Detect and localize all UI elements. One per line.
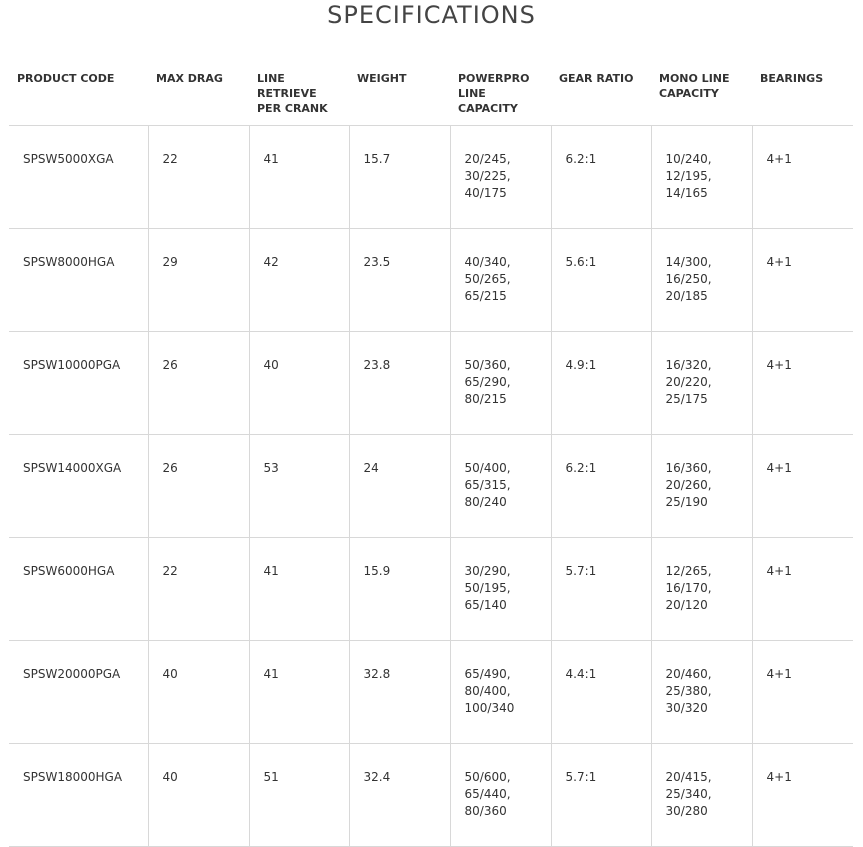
cell-mono-capacity: 14/300, 16/250, 20/185 bbox=[651, 229, 752, 332]
table-row bbox=[9, 538, 853, 641]
table-header-row bbox=[9, 62, 853, 126]
cell-gear-ratio: 5.6:1 bbox=[551, 229, 651, 332]
table-row bbox=[9, 332, 853, 435]
cell-product-code: SPSW8000HGA bbox=[9, 229, 148, 332]
column-header-weight: WEIGHT bbox=[349, 62, 450, 126]
table-row bbox=[9, 126, 853, 229]
cell-bearings: 4+1 bbox=[752, 435, 853, 538]
cell-bearings: 4+1 bbox=[752, 332, 853, 435]
column-header-line-retrieve: LINE RETRIEVE PER CRANK bbox=[249, 62, 349, 126]
column-header-bearings: BEARINGS bbox=[752, 62, 853, 126]
cell-gear-ratio: 5.7:1 bbox=[551, 538, 651, 641]
cell-weight: 32.4 bbox=[349, 744, 450, 847]
cell-bearings: 4+1 bbox=[752, 538, 853, 641]
cell-product-code: SPSW5000XGA bbox=[9, 126, 148, 229]
specifications-table bbox=[9, 62, 853, 847]
cell-weight: 24 bbox=[349, 435, 450, 538]
cell-mono-capacity: 16/360, 20/260, 25/190 bbox=[651, 435, 752, 538]
cell-powerpro-capacity: 40/340, 50/265, 65/215 bbox=[450, 229, 551, 332]
cell-gear-ratio: 4.9:1 bbox=[551, 332, 651, 435]
cell-max-drag: 40 bbox=[148, 641, 249, 744]
cell-max-drag: 29 bbox=[148, 229, 249, 332]
cell-product-code: SPSW10000PGA bbox=[9, 332, 148, 435]
cell-line-retrieve: 51 bbox=[249, 744, 349, 847]
cell-max-drag: 26 bbox=[148, 332, 249, 435]
column-header-product-code: PRODUCT CODE bbox=[9, 62, 148, 126]
table-row bbox=[9, 641, 853, 744]
cell-line-retrieve: 41 bbox=[249, 126, 349, 229]
cell-mono-capacity: 20/415, 25/340, 30/280 bbox=[651, 744, 752, 847]
cell-weight: 15.9 bbox=[349, 538, 450, 641]
cell-bearings: 4+1 bbox=[752, 126, 853, 229]
cell-mono-capacity: 16/320, 20/220, 25/175 bbox=[651, 332, 752, 435]
cell-line-retrieve: 41 bbox=[249, 538, 349, 641]
cell-gear-ratio: 4.4:1 bbox=[551, 641, 651, 744]
column-header-gear-ratio: GEAR RATIO bbox=[551, 62, 651, 126]
cell-weight: 23.8 bbox=[349, 332, 450, 435]
cell-product-code: SPSW18000HGA bbox=[9, 744, 148, 847]
cell-product-code: SPSW6000HGA bbox=[9, 538, 148, 641]
cell-mono-capacity: 12/265, 16/170, 20/120 bbox=[651, 538, 752, 641]
cell-powerpro-capacity: 50/400, 65/315, 80/240 bbox=[450, 435, 551, 538]
cell-line-retrieve: 42 bbox=[249, 229, 349, 332]
cell-bearings: 4+1 bbox=[752, 229, 853, 332]
table-row bbox=[9, 229, 853, 332]
cell-weight: 32.8 bbox=[349, 641, 450, 744]
cell-max-drag: 22 bbox=[148, 538, 249, 641]
cell-mono-capacity: 20/460, 25/380, 30/320 bbox=[651, 641, 752, 744]
table-row bbox=[9, 435, 853, 538]
cell-weight: 23.5 bbox=[349, 229, 450, 332]
column-header-mono-capacity: MONO LINE CAPACITY bbox=[651, 62, 752, 126]
cell-powerpro-capacity: 65/490, 80/400, 100/340 bbox=[450, 641, 551, 744]
cell-max-drag: 22 bbox=[148, 126, 249, 229]
cell-mono-capacity: 10/240, 12/195, 14/165 bbox=[651, 126, 752, 229]
table-row bbox=[9, 744, 853, 847]
cell-gear-ratio: 6.2:1 bbox=[551, 435, 651, 538]
cell-product-code: SPSW14000XGA bbox=[9, 435, 148, 538]
cell-powerpro-capacity: 30/290, 50/195, 65/140 bbox=[450, 538, 551, 641]
table-body bbox=[9, 126, 853, 847]
cell-line-retrieve: 41 bbox=[249, 641, 349, 744]
column-header-powerpro-capacity: POWERPRO LINE CAPACITY bbox=[450, 62, 551, 126]
cell-powerpro-capacity: 50/360, 65/290, 80/215 bbox=[450, 332, 551, 435]
cell-gear-ratio: 5.7:1 bbox=[551, 744, 651, 847]
cell-bearings: 4+1 bbox=[752, 641, 853, 744]
column-header-max-drag: MAX DRAG bbox=[148, 62, 249, 126]
cell-powerpro-capacity: 20/245, 30/225, 40/175 bbox=[450, 126, 551, 229]
cell-line-retrieve: 40 bbox=[249, 332, 349, 435]
page-title: SPECIFICATIONS bbox=[327, 1, 536, 29]
cell-product-code: SPSW20000PGA bbox=[9, 641, 148, 744]
cell-max-drag: 40 bbox=[148, 744, 249, 847]
cell-max-drag: 26 bbox=[148, 435, 249, 538]
cell-bearings: 4+1 bbox=[752, 744, 853, 847]
cell-line-retrieve: 53 bbox=[249, 435, 349, 538]
cell-weight: 15.7 bbox=[349, 126, 450, 229]
cell-powerpro-capacity: 50/600, 65/440, 80/360 bbox=[450, 744, 551, 847]
cell-gear-ratio: 6.2:1 bbox=[551, 126, 651, 229]
